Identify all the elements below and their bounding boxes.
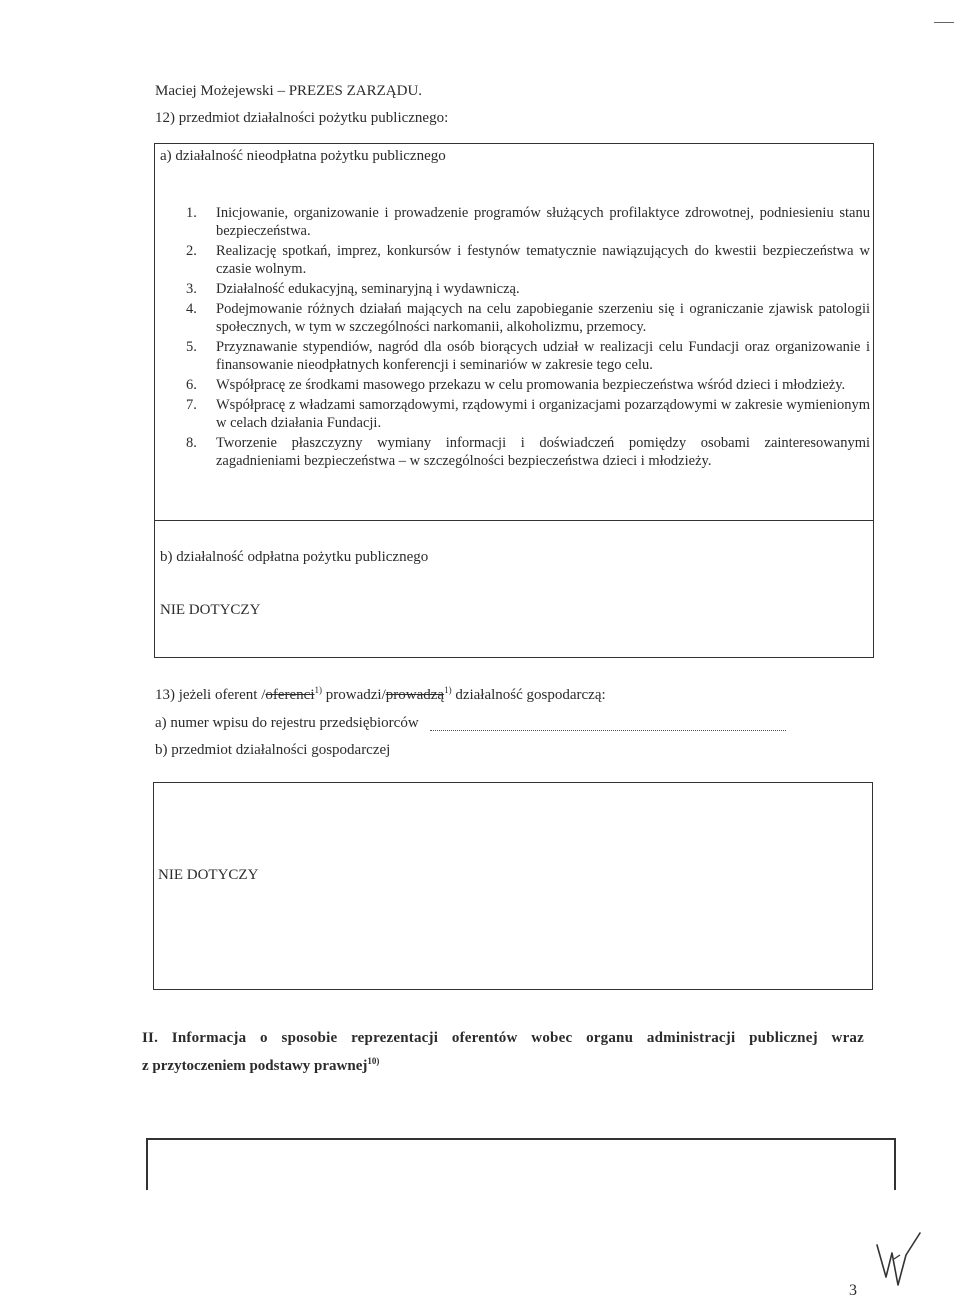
section-13-title: 13) jeżeli oferent /oferenci$^{1)}$ prowadzi/prowadzą$^{1)}$ działalność gospodarczą: (155, 685, 606, 703)
section-2-heading-line2: z przytoczeniem podstawy prawnej$^{10)}$ (142, 1056, 380, 1074)
scan-artifact-top-right-line (934, 22, 954, 23)
list-item: 8. Tworzenie płaszczyzny wymiany informacji i doświadczeń pomiędzy osobami zainteresowanymi zagadnieniami bezpieczeństwa – w szczególności bezpieczeństwa dzieci i młodzieży. (186, 435, 870, 469)
section-a-title: a) działalność nieodpłatna pożytku publicznego (160, 148, 446, 164)
section-2-box-right (894, 1138, 896, 1190)
section-2-box-left (146, 1138, 148, 1190)
list-item: 1. Inicjowanie, organizowanie i prowadzenie programów służących profilaktyce zdrowotnej, podniesieniu stanu bezpieczeństwa. (186, 205, 870, 239)
list-item: 5. Przyznawanie stypendiów, nagród dla osób biorących udział w realizacji celu Fundacji oraz organizowanie i finansowanie nieodpłatnych konferencji i seminariów w zakresie tego celu. (186, 339, 870, 373)
section-b-box (154, 520, 874, 658)
struck-prowadza: prowadzą (385, 687, 445, 703)
list-item: 7. Współpracę z władzami samorządowymi, rządowymi i organizacjami pozarządowymi w zakresie wymienionym w celach działania Fundacji. (186, 397, 870, 431)
section-12-title: 12) przedmiot działalności pożytku publicznego: (155, 110, 449, 126)
list-item: 3. Działalność edukacyjną, seminaryjną i wydawniczą. (186, 281, 520, 297)
section-a-list (186, 204, 870, 472)
section-13-item-a: a) numer wpisu do rejestru przedsiębiorców (155, 715, 419, 731)
handwritten-initials (872, 1225, 932, 1305)
page-number: 3 (849, 1282, 857, 1299)
list-item: 6. Współpracę ze środkami masowego przekazu w celu promowania bezpieczeństwa wśród dzieci i młodzieży. (186, 377, 846, 393)
struck-oferenci: oferenci (265, 687, 315, 703)
section-13-box (153, 782, 873, 990)
section-13-value: NIE DOTYCZY (158, 867, 259, 883)
list-item: 2. Realizację spotkań, imprez, konkursów i festynów tematycznie nawiązujących do kwestii bezpieczeństwa w czasie wolnym. (186, 243, 870, 277)
section-2-heading-line1: II. Informacja o sposobie reprezentacji oferentów wobec organu administracji publicznej wraz (142, 1030, 864, 1046)
representative-line: Maciej Możejewski – PREZES ZARZĄDU. (155, 83, 423, 99)
section-b-value: NIE DOTYCZY (160, 602, 261, 618)
section-b-title: b) działalność odpłatna pożytku publicznego (160, 549, 429, 565)
list-item: 4. Podejmowanie różnych działań mających na celu zapobieganie szerzeniu się i ograniczanie zjawisk patologii społecznych, w tym w szczególności narkomanii, alkoholizmu, przemocy. (186, 301, 870, 335)
section-2-box-top (146, 1138, 896, 1140)
section-13-item-b: b) przedmiot działalności gospodarczej (155, 742, 391, 758)
registry-number-dotted-line (430, 730, 786, 731)
